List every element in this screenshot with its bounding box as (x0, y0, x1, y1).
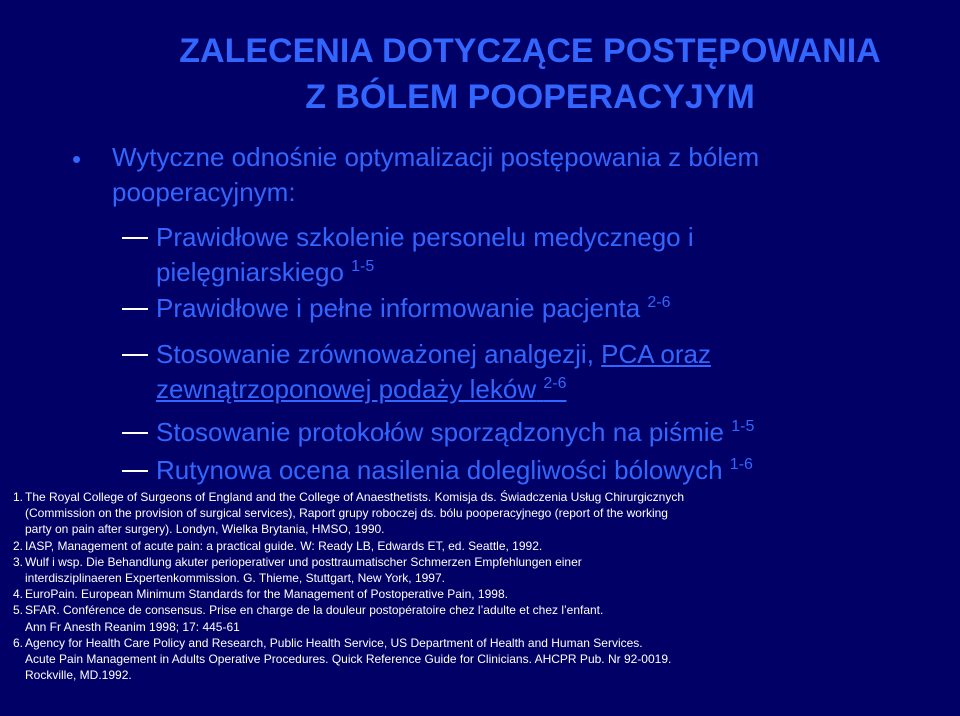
reference-superscript: 1-5 (351, 258, 375, 275)
reference-line: Agency for Health Care Policy and Research, Public Health Service, US Department of Health and Human Services. (25, 635, 643, 650)
reference-superscript: 1-5 (731, 418, 755, 435)
reference-item (13, 538, 953, 554)
sub-item-text: Stosowanie protokołów sporządzonych na piśmie (156, 417, 724, 447)
sub-item-text: Prawidłowe szkolenie personelu medycznego i pielęgniarskiego (156, 222, 694, 287)
bullet-dot-icon: • (72, 144, 82, 174)
dash-icon (122, 432, 148, 434)
reference-superscript: 1-6 (729, 456, 753, 473)
reference-number: 1. (13, 490, 24, 504)
sub-item-text: Prawidłowe i pełne informowanie pacjenta (156, 293, 641, 323)
reference-superscript: 2-6 (543, 375, 567, 392)
main-bullet-text: Wytyczne odnośnie optymalizacji postępowania z bólem pooperacyjnym: (112, 142, 760, 207)
dash-icon (122, 237, 148, 239)
reference-line: Wulf i wsp. Die Behandlung akuter perioperativer und posttraumatischer Schmerzen Empfehlungen einer (25, 554, 582, 569)
reference-line: interdisziplinaeren Expertenkommission. G. Thieme, Stuttgart, New York, 1997. (25, 571, 445, 586)
sub-item-underlined-part: PCA oraz zewnątrzoponowej podaży leków (156, 339, 711, 404)
reference-line: (Commission on the provision of surgical services), Raport grupy roboczej ds. bólu pooperacyjnego (report of the working (25, 506, 668, 521)
reference-number: 5. (13, 603, 24, 618)
dash-icon (122, 354, 148, 356)
reference-number: 6. (13, 635, 24, 650)
reference-line: Ann Fr Anesth Reanim 1998; 17: 445-61 (25, 619, 240, 634)
reference-item (13, 489, 953, 538)
reference-superscript: 2-6 (647, 294, 671, 311)
reference-item (13, 554, 953, 586)
dash-icon (122, 470, 148, 472)
sub-item-text: Rutynowa ocena nasilenia dolegliwości bólowych (156, 455, 723, 485)
slide-title (0, 28, 960, 120)
dash-icon (122, 308, 148, 310)
reference-line: EuroPain. European Minimum Standards for the Management of Postoperative Pain, 1998. (25, 587, 508, 602)
reference-line: party on pain after surgery). Londyn, Wielka Brytania, HMSO, 1990. (25, 522, 385, 537)
title-line-1: ZALECENIA DOTYCZĄCE POSTĘPOWANIA (179, 32, 881, 70)
reference-number: 2. (13, 538, 24, 553)
reference-item (13, 635, 953, 684)
reference-item (13, 586, 953, 602)
title-line-2: Z BÓLEM POOPERACYJYM (305, 78, 755, 116)
reference-line: Rockville, MD.1992. (25, 668, 132, 683)
sub-item-text: Stosowanie zrównoważonej analgezji, (156, 339, 602, 369)
reference-number: 3. (13, 554, 24, 569)
reference-line: Acute Pain Management in Adults Operative Procedures. Quick Reference Guide for Clinicians. AHCPR Pub. Nr 92-0019. (25, 652, 672, 667)
reference-item (13, 602, 953, 634)
reference-number: 4. (13, 587, 24, 602)
reference-line: IASP, Management of acute pain: a practical guide. W: Ready LB, Edwards ET, ed. Seattle, 1992. (25, 538, 543, 553)
reference-line: The Royal College of Surgeons of England and the College of Anaesthetists. Komisja ds. Świadczenia Usług Chirurgicznych (25, 490, 685, 504)
references-list (13, 489, 953, 683)
reference-line: SFAR. Conférence de consensus. Prise en charge de la douleur postopératoire chez l’adulte et chez l’enfant. (25, 603, 604, 618)
